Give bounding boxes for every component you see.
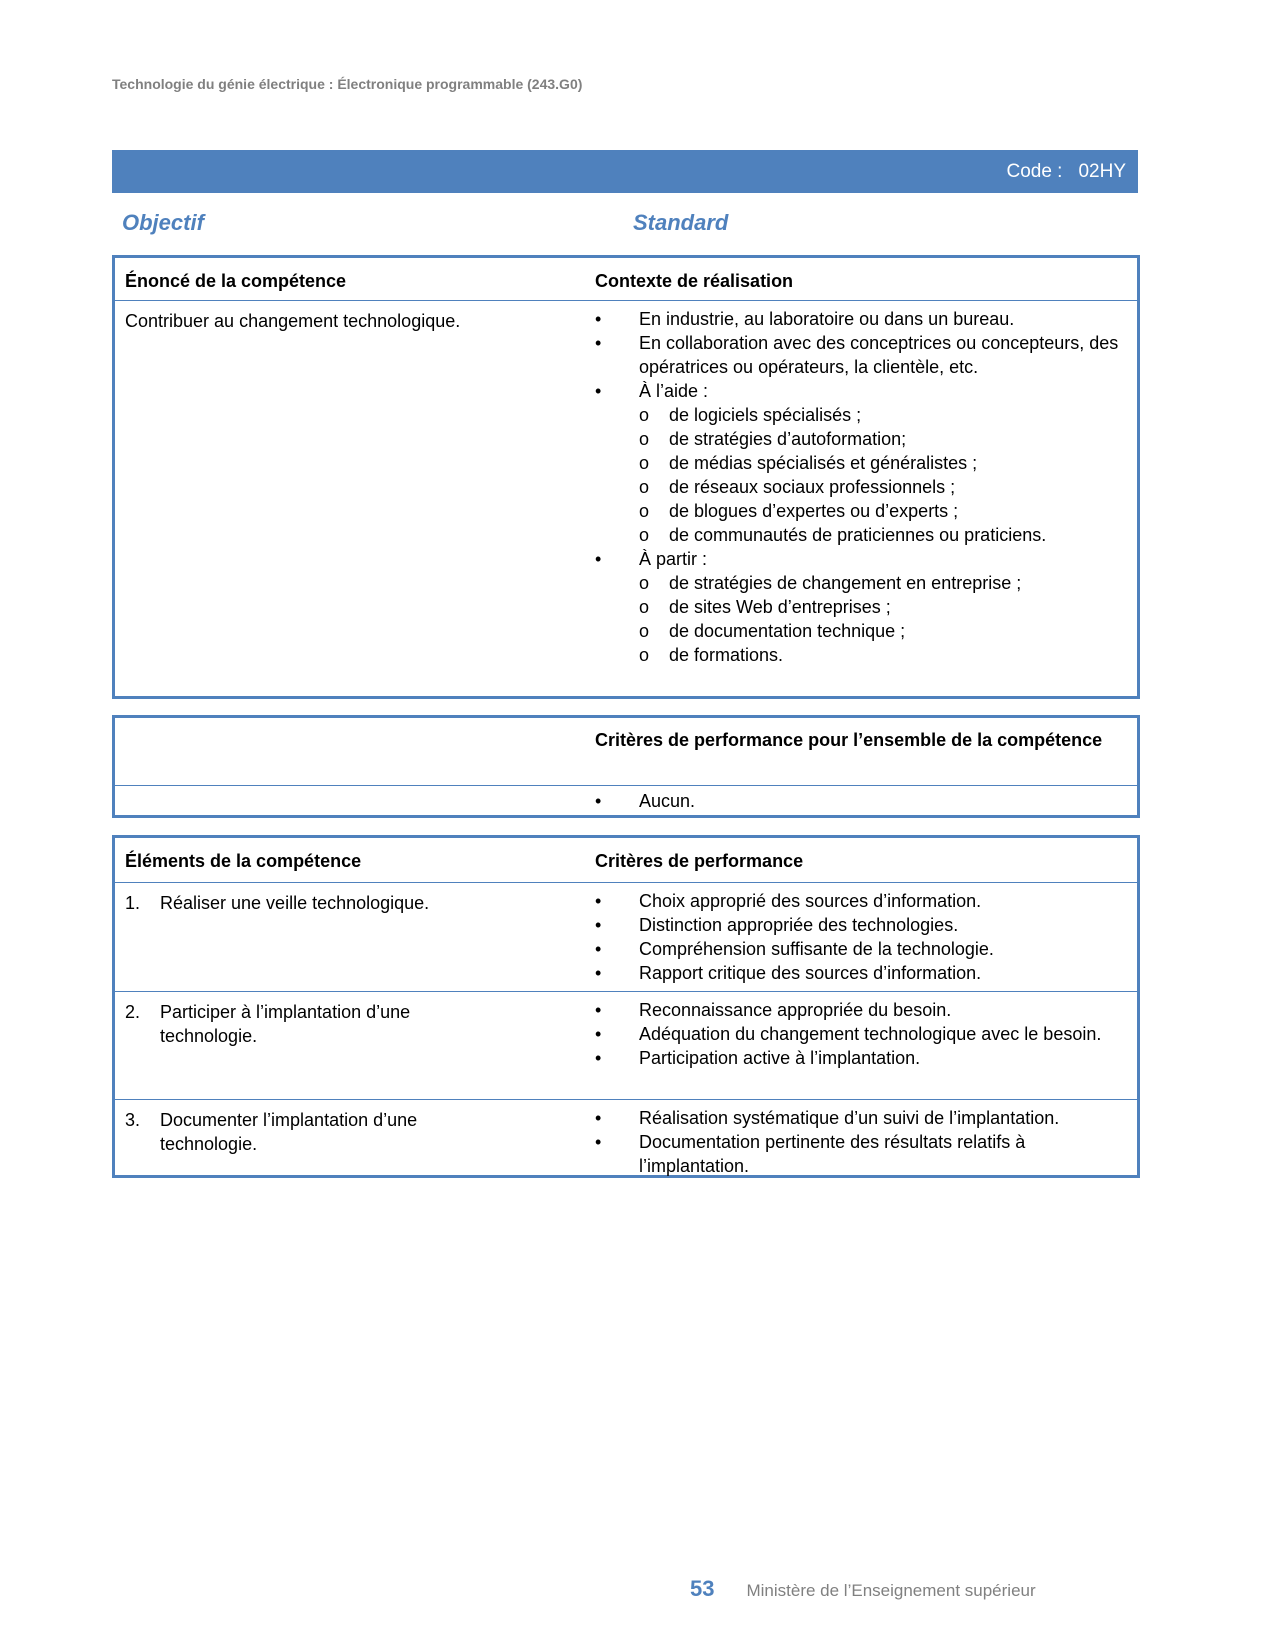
context-item: • En collaboration avec des conceptrices ou concepteurs, des opératrices ou opérateurs, la clientèle, etc. <box>595 331 1130 379</box>
element-row <box>115 882 1137 991</box>
context-item <box>595 379 1130 547</box>
page-footer <box>690 1576 1036 1602</box>
context-list-container <box>595 307 1130 667</box>
context-item-label: À partir : <box>639 549 708 569</box>
element-label: Documenter l’implantation d’une technologie. <box>160 1110 418 1154</box>
context-subitem: o de stratégies de changement en entreprise ; <box>639 571 1130 595</box>
criteria-item: • Réalisation systématique d’un suivi de l’implantation. <box>595 1106 1130 1130</box>
context-header: Contexte de réalisation <box>595 271 794 291</box>
context-subitem: o de formations. <box>639 643 1130 667</box>
element-label: Réaliser une veille technologique. <box>160 893 430 913</box>
context-subitem: o de documentation technique ; <box>639 619 1130 643</box>
context-list <box>595 307 1130 667</box>
criteria-list-container <box>595 1106 1130 1178</box>
element-text <box>125 1108 500 1156</box>
criteria-item: • Participation active à l’implantation. <box>595 1046 1130 1070</box>
context-subitem: o de communautés de praticiennes ou praticiens. <box>639 523 1130 547</box>
criteria-header: Critères de performance <box>595 851 804 871</box>
overall-criteria-list <box>595 789 1130 813</box>
context-subitem: o de médias spécialisés et généralistes ; <box>639 451 1130 475</box>
context-item <box>595 547 1130 667</box>
criteria-item: • Distinction appropriée des technologies. <box>595 913 1130 937</box>
elements-header: Éléments de la compétence <box>125 851 362 871</box>
overall-criteria-table <box>112 715 1140 818</box>
criteria-list <box>595 998 1130 1070</box>
objective-label: Objectif <box>122 210 204 235</box>
context-item-label: À l’aide : <box>639 381 709 401</box>
element-number: 2. <box>125 1002 141 1022</box>
overall-criteria-header-row <box>115 718 1137 785</box>
context-subitem: o de réseaux sociaux professionnels ; <box>639 475 1130 499</box>
ministry-name: Ministère de l’Enseignement supérieur <box>746 1581 1036 1600</box>
code-bar <box>112 150 1138 193</box>
context-sublist <box>639 403 1130 547</box>
criteria-list <box>595 1106 1130 1178</box>
criteria-list-container <box>595 889 1130 985</box>
overall-criteria-body-row <box>115 785 1137 816</box>
context-subitem: o de sites Web d’entreprises ; <box>639 595 1130 619</box>
element-row <box>115 991 1137 1099</box>
criteria-item: • Adéquation du changement technologique avec le besoin. <box>595 1022 1130 1046</box>
element-text <box>125 1000 500 1048</box>
criteria-item: • Rapport critique des sources d’information. <box>595 961 1130 985</box>
overall-criteria-header: Critères de performance pour l’ensemble de la compétence <box>595 730 1103 750</box>
context-subitem: o de logiciels spécialisés ; <box>639 403 1130 427</box>
competency-header-row <box>115 258 1137 300</box>
criteria-item: • Compréhension suffisante de la technologie. <box>595 937 1130 961</box>
criteria-list <box>595 889 1130 985</box>
context-subitem: o de blogues d’expertes ou d’experts ; <box>639 499 1130 523</box>
element-row <box>115 1099 1137 1178</box>
overall-criteria-item: • Aucun. <box>595 789 1130 813</box>
standard-label: Standard <box>633 210 729 235</box>
element-number: 3. <box>125 1110 141 1130</box>
code-value: 02HY <box>1078 161 1126 182</box>
statement-header: Énoncé de la compétence <box>125 271 347 291</box>
element-text <box>125 891 620 915</box>
criteria-list-container <box>595 998 1130 1070</box>
elements-header-row <box>115 838 1137 882</box>
code-label: Code : <box>1006 161 1063 182</box>
competency-statement: Contribuer au changement technologique. <box>125 311 461 331</box>
section-labels <box>0 210 1275 240</box>
document-header: Technologie du génie électrique : Électronique programmable (243.G0) <box>112 76 583 92</box>
competency-table <box>112 255 1140 699</box>
element-number: 1. <box>125 893 141 913</box>
criteria-item: • Choix approprié des sources d’information. <box>595 889 1130 913</box>
competency-code <box>1006 161 1126 183</box>
overall-criteria-list-container <box>595 789 1130 813</box>
criteria-item: • Reconnaissance appropriée du besoin. <box>595 998 1130 1022</box>
element-label: Participer à l’implantation d’une technologie. <box>160 1002 411 1046</box>
page-number: 53 <box>690 1576 715 1601</box>
elements-table <box>112 835 1140 1178</box>
context-sublist <box>639 571 1130 667</box>
context-subitem: o de stratégies d’autoformation; <box>639 427 1130 451</box>
context-item: • En industrie, au laboratoire ou dans un bureau. <box>595 307 1130 331</box>
criteria-item: • Documentation pertinente des résultats relatifs à l’implantation. <box>595 1130 1130 1178</box>
competency-body-row <box>115 300 1137 697</box>
